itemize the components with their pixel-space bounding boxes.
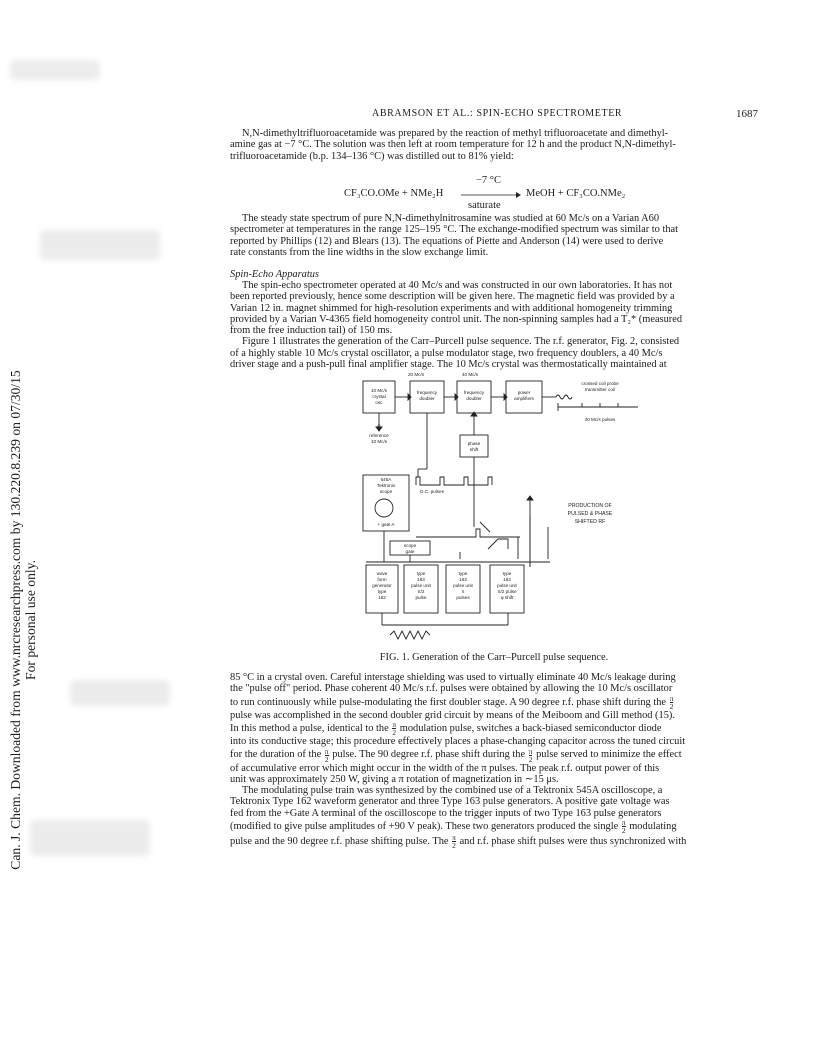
text-line: N,N-dimethyltrifluoroacetamide was prepared by the reaction of methyl trifluoroacetate and dimethyl- [242,128,669,139]
text-line: reported by Phillips (12) and Blears (13). The equations of Piette and Anderson (14) were used to derive [230,235,664,247]
unit-label: π [461,589,465,594]
wave-label: form [377,577,387,582]
doubler-label: doubler [466,396,482,401]
production-label: PULSED & PHASE [567,511,613,517]
text-line: 85 °C in a crystal oven. Careful interstage shielding was used to virtually eliminate 40 Mc/s leakage during [230,672,676,683]
fraction-den: 2 [324,754,329,764]
fraction-num: π [392,720,397,730]
page-number: 1687 [736,108,758,120]
wave-label: generator [372,583,392,588]
dc-pulses-label: D.C. pulses [420,489,444,494]
text-span: for the duration of the [230,749,322,761]
amp-label: power [517,390,531,395]
text-span: pulse. The 90 degree r.f. phase shift during the [332,749,526,761]
ref-label: reference [369,433,389,438]
text-line: fed from the +Gate A terminal of the oscilloscope to the trigger inputs of two Type 163 pulse generators [230,807,662,819]
production-label: PRODUCTION OF [568,503,612,509]
text-span: modulating [629,821,677,832]
text-line: Tektronix Type 162 waveform generator and three Type 163 pulse generators. A positive gate voltage was [230,796,670,808]
doubler-label: frequency [463,390,485,395]
scan-smudge [30,820,150,856]
text-line [230,721,758,736]
text-line: spectrometer at temperatures in the range 125–195 °C. The exchange-modified spectrum was similar to that [230,224,679,236]
equation-condition-above: −7 °C [476,175,501,186]
production-label: SHIFTED RF [574,519,606,525]
text-line: The spin-echo spectrometer operated at 40 Mc/s and was constructed in our own laboratories. It has not [242,280,673,291]
fraction [670,695,674,710]
text-span: (modified to give pulse amplitudes of +90 V peak). These two generators produced the single [230,821,619,832]
figure-caption: FIG. 1. Generation of the Carr–Purcell pulse sequence. [379,652,609,663]
phi-label: φ [377,423,381,428]
unit-label: pulse unit [411,583,431,588]
text-span: modulation pulse, switches a back-biased semiconductor diode [399,723,662,734]
text-line [230,747,758,762]
text-line: driver stage and a push-pull final amplifier stage. The 10 Mc/s crystal was thermostatically maintained at [230,359,667,371]
section-heading: Spin-Echo Apparatus [230,269,319,280]
amp-label: amplifiers [514,396,534,401]
equation-condition-below: saturate [468,200,501,211]
fraction-den: 2 [452,841,456,851]
fraction-den: 2 [669,701,674,711]
equation-rhs: MeOH + CF₃CO.NMe₂ [526,188,626,199]
paragraph-apparatus [230,280,758,370]
text-span: and r.f. phase shift pulses were thus synchronized with [459,836,687,848]
unit-label: pulse [415,595,427,600]
text-line: of accumulative error which might occur in the width of the π pulses. The peak r.f. output power of this [230,762,660,774]
unit-label: 163 [417,577,425,582]
unit-label: type [416,571,426,576]
text-line: Figure 1 illustrates the generation of the Carr–Purcell pulse sequence. The r.f. generator, Fig. 2, consisted [242,336,680,348]
unit-label: 163 [503,577,511,582]
fraction-den: 2 [392,728,397,738]
unit-label: π/2 [417,589,425,594]
fraction [392,721,396,736]
text-line: amine gas at −7 °C. The solution was then left at room temperature for 12 h and the product N,N-dimethyl- [230,139,676,151]
sidebar-line-1: Can. J. Chem. Downloaded from www.nrcresearchpress.com by 130.220.8.239 on 07/30/15 [8,370,23,870]
scan-smudge [70,680,170,706]
text-line: The modulating pulse train was synthesized by the combined use of a Tektronix 545A oscilloscope, a [242,785,663,797]
wave-label: wave [376,571,388,576]
text-line: provided by a Varian V-4365 field homogeneity control unit. The non-spinning samples had a T₂* (measured [230,313,683,325]
unit-label: type [502,571,512,576]
text-line: Varian 12 in. magnet shimmed for high-resolution experiments and with additional homogeneity trimming [230,302,673,314]
scan-smudge [40,230,160,260]
reaction-equation [344,175,664,211]
fraction-num: π [669,693,674,703]
text-line: of a highly stable 10 Mc/s crystal oscillator, a pulse modulator stage, two frequency doublers, a 40 Mc/s [230,347,663,359]
text-line: pulse was accomplished in the second doubler grid circuit by means of the Meiboom and Gill method (15). [230,709,675,721]
paragraph-steady-state [230,213,758,258]
wave-label: type [377,589,387,594]
text-line: the "pulse off" period. Phase coherent 40 Mc/s r.f. pulses were obtained by allowing the 10 Mc/s oscillator [230,683,673,695]
text-line: unit was approximately 250 W, giving a π rotation of magnetization in ∼15 μs. [230,773,559,785]
osc-label: osc [375,400,383,405]
scope-gate-label: scope [403,543,417,548]
paragraph-synthesis [230,128,758,162]
text-line [230,834,758,849]
fraction-num: π [452,833,456,843]
equation-lhs: CF₃CO.OMe + NMe₂H [344,188,444,199]
text-span: pulse and the 90 degree r.f. phase shifting pulse. The [230,836,449,848]
text-line [230,695,758,710]
unit-label: φ shift [500,595,514,600]
unit-label: pulse unit [453,583,473,588]
fraction [452,834,456,849]
running-title: ABRAMSON ET AL.: SPIN-ECHO SPECTROMETER [372,108,623,119]
doubler-label: doubler [419,396,435,401]
label-20mcs: 20 Mc/s [407,372,425,377]
text-span: pulse served to minimize the effect [536,749,682,761]
osc-label: 10 Mc/s [370,388,388,393]
fraction-den: 2 [528,754,533,764]
scope-label: Tektronix [376,483,396,488]
scope-label: scope [379,489,393,494]
ref-label: 10 Mc/s [370,439,388,444]
fraction [325,748,329,763]
unit-label: π/2 pulse [497,589,517,594]
sidebar-text [8,250,38,990]
scope-gate-label: gate [405,549,415,554]
wave-label: 162 [378,595,386,600]
doubler-label: frequency [416,390,438,395]
text-line: rate constants from the line widths in the slow exchange limit. [230,246,489,258]
pulses-label: 40 Mc/s pulses [584,417,616,422]
running-header [230,108,758,122]
osc-label: crystal [372,394,386,399]
coil-label: crossed coil probe [581,381,619,386]
text-line: into its conductive stage; this procedure effectively places a phase-changing capacitor across the tuned circuit [230,736,686,748]
sidebar-line-2: For personal use only. [23,560,38,680]
coil-label: transmitter coil [585,387,615,392]
fraction-num: π [621,818,626,828]
label-40mcs: 40 Mc/s [461,372,479,377]
scope-label: 545A [380,477,392,482]
unit-label: 163 [459,577,467,582]
fraction-den: 2 [621,826,626,836]
reaction-arrow [461,192,521,198]
text-line: from the free induction tail) of 150 ms. [230,325,393,337]
text-line: been reported previously, hence some description will be given here. The magnetic field was provided by a [230,291,675,303]
text-span: In this method a pulse, identical to the [230,723,389,734]
unit-label: pulses [456,595,470,600]
text-line: The steady state spectrum of pure N,N-dimethylnitrosamine was studied at 60 Mc/s on a Varian A60 [242,213,660,224]
fraction [529,748,533,763]
phase-label: phase [467,441,481,446]
pulse-sequence-diagram [360,367,660,645]
phase-label: shift [469,447,479,452]
gate-label: + gate A [377,522,395,527]
fraction-num: π [528,746,533,756]
fraction-num: π [324,746,329,756]
paragraph-rf-generator [230,672,758,849]
phase-shift-box [460,435,488,457]
fraction [622,819,626,834]
text-line: trifluoroacetamide (b.p. 134–136 °C) was distilled out to 81% yield: [230,150,514,162]
unit-label: pulse unit [497,583,517,588]
text-line [230,819,758,834]
unit-label: type [458,571,468,576]
text-span: to run continuously while pulse-modulating the first doubler stage. A 90 degree r.f. phase shift during the [230,696,667,708]
download-sidebar [0,0,40,1055]
